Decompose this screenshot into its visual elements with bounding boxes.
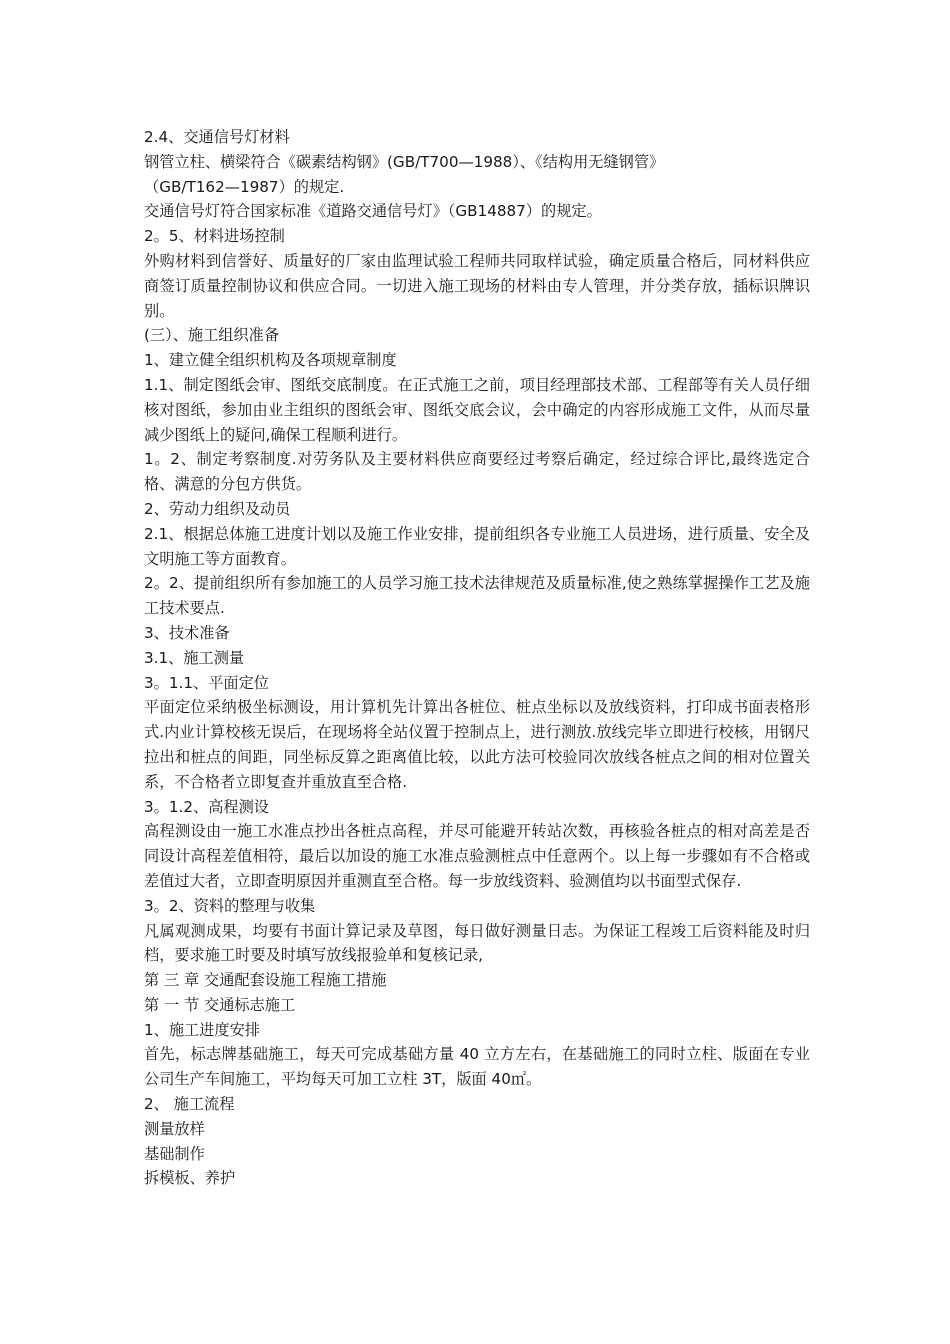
document-body (144, 125, 810, 1191)
paragraph-material-control: 外购材料到信誉好、质量好的厂家由监理试验工程师共同取样试验，确定质量合格后，同材料供应商签订质量控制协议和供应合同。一切进入施工现场的材料由专人管理，并分类存放，插标识牌识别。 (144, 251, 810, 320)
section-heading-3-1: 3.1、施工测量 (144, 648, 245, 667)
section-heading-2: 2、劳动力组织及动员 (144, 499, 291, 518)
section-heading-process: 2、 施工流程 (144, 1095, 235, 1114)
paragraph-2-1: 2.1、根据总体施工进度计划以及施工作业安排，提前组织各专业施工人员进场，进行质量、安全及文明施工等方面教育。 (144, 524, 810, 568)
text-line: （GB/T162—1987）的规定. (144, 177, 345, 196)
section-heading-3: 3、技术准备 (144, 623, 230, 642)
section-heading-3-1-1: 3。1.1、平面定位 (144, 673, 269, 692)
section-heading-3-1-2: 3。1.2、高程测设 (144, 797, 269, 816)
paragraph-1-2: 1。2、制定考察制度.对劳务队及主要材料供应商要经过考察后确定，经过综合评比,最终选定合格、满意的分包方供货。 (144, 450, 810, 494)
paragraph-2-2: 2。2、提前组织所有参加施工的人员学习施工技术法律规范及质量标准,使之熟练掌握操作工艺及施工技术要点. (144, 574, 810, 618)
section-heading-3-2: 3。2、资料的整理与收集 (144, 896, 316, 915)
process-step: 拆模板、养护 (144, 1169, 236, 1188)
paragraph-schedule: 首先，标志牌基础施工，每天可完成基础方量 40 立方左右，在基础施工的同时立柱、版面在专业公司生产车间施工，平均每天可加工立柱 3T，版面 40㎡。 (144, 1045, 810, 1089)
paragraph-records: 凡属观测成果，均要有书面计算记录及草图，每日做好测量日志。为保证工程竣工后资料能及时归档，要求施工时要及时填写放线报验单和复核记录, (144, 921, 810, 965)
chapter-heading: 第 三 章 交通配套设施工程施工措施 (144, 971, 387, 990)
text-line: 交通信号灯符合国家标准《道路交通信号灯》（GB14887）的规定。 (144, 202, 602, 221)
process-step: 基础制作 (144, 1144, 205, 1163)
process-step: 测量放样 (144, 1119, 205, 1138)
section-heading-node-1: 第 一 节 交通标志施工 (144, 995, 296, 1014)
section-heading-1: 1、建立健全组织机构及各项规章制度 (144, 351, 397, 370)
section-heading-2-5: 2。5、材料进场控制 (144, 227, 285, 246)
paragraph-elevation: 高程测设由一施工水准点抄出各桩点高程，并尽可能避开转站次数，再核验各桩点的相对高差是否同设计高程差值相符，最后以加设的施工水准点验测桩点中任意两个。以上每一步骤如有不合格或差值过大者，立即查明原因并重测直至合格。每一步放线资料、验测值均以书面型式保存. (144, 822, 810, 890)
paragraph-plane-positioning: 平面定位采纳极坐标测设，用计算机先计算出各桩位、桩点坐标以及放线资料，打印成书面表格形式.内业计算校核无误后，在现场将全站仪置于控制点上，进行测放.放线完毕立即进行校核，用钢尺拉出和桩点的间距，同坐标反算之距离值比较，以此方法可校验同次放线各桩点之间的相对位置关系，不合格者立即复查并重放直至合格. (144, 698, 810, 791)
section-heading-schedule: 1、施工进度安排 (144, 1020, 260, 1039)
section-heading-2-4: 2.4、交通信号灯材料 (144, 128, 290, 146)
text-line: 钢管立柱、横梁符合《碳素结构钢》(GB/T700—1988）、《结构用无缝钢管》 (144, 152, 665, 171)
section-heading-organization: (三）、施工组织准备 (144, 326, 280, 345)
paragraph-1-1: 1.1、制定图纸会审、图纸交底制度。在正式施工之前，项目经理部技术部、工程部等有关人员仔细核对图纸，参加由业主组织的图纸会审、图纸交底会议，会中确定的内容形成施工文件，从而尽量减少图纸上的疑问,确保工程顺利进行。 (144, 375, 810, 444)
